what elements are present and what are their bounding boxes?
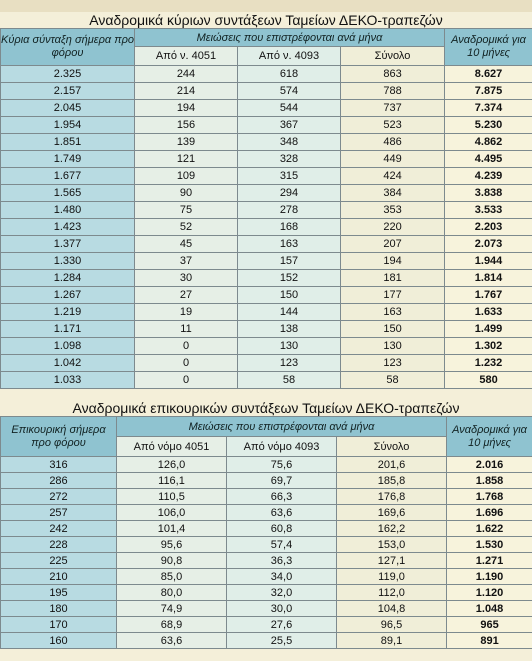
law4051-cell: 139 [135,134,238,151]
law4093-cell: 130 [238,338,341,355]
total-cell: 207 [341,236,445,253]
total-cell: 788 [341,83,445,100]
law4051-cell: 109 [135,168,238,185]
law4051-cell: 110,5 [117,489,227,505]
law4051-cell: 0 [135,338,238,355]
total-cell: 194 [341,253,445,270]
backpay-cell: 1.530 [447,537,532,553]
total-cell: 169,6 [337,505,447,521]
law4051-cell: 121 [135,151,238,168]
supp-law4093-header: Από νόμο 4093 [227,437,337,457]
law4051-cell: 194 [135,100,238,117]
current-pension-cell: 195 [1,585,117,601]
backpay-cell: 4.862 [445,134,532,151]
main-law4051-header: Από ν. 4051 [135,47,238,66]
total-cell: 449 [341,151,445,168]
law4093-cell: 58 [238,372,341,389]
law4051-cell: 68,9 [117,617,227,633]
total-cell: 130 [341,338,445,355]
table-row [1,473,532,489]
law4093-cell: 294 [238,185,341,202]
page-top-strip [0,0,532,12]
law4093-cell: 60,8 [227,521,337,537]
law4051-cell: 126,0 [117,457,227,473]
table-row [1,521,532,537]
supp-law4051-header: Από νόμο 4051 [117,437,227,457]
law4093-cell: 66,3 [227,489,337,505]
table-row [1,617,532,633]
law4051-cell: 0 [135,372,238,389]
backpay-cell: 1.499 [445,321,532,338]
supp-monthly-reductions-header: Μειώσεις που επιστρέφονται ανά μήνα [117,417,447,437]
law4051-cell: 214 [135,83,238,100]
backpay-cell: 2.016 [447,457,532,473]
total-cell: 486 [341,134,445,151]
main-current-pension-header: Κύρια σύνταξη σήμερα προ φόρου [1,29,135,66]
backpay-cell: 891 [447,633,532,649]
total-cell: 177 [341,287,445,304]
main-pensions-section [0,12,532,389]
current-pension-cell: 1.033 [1,372,135,389]
law4051-cell: 27 [135,287,238,304]
backpay-cell: 1.814 [445,270,532,287]
current-pension-cell: 1.677 [1,168,135,185]
law4051-cell: 74,9 [117,601,227,617]
law4093-cell: 278 [238,202,341,219]
table-row [1,185,532,202]
current-pension-cell: 1.565 [1,185,135,202]
law4093-cell: 34,0 [227,569,337,585]
table-row [1,553,532,569]
table-row [1,151,532,168]
current-pension-cell: 1.171 [1,321,135,338]
law4051-cell: 244 [135,66,238,83]
law4051-cell: 30 [135,270,238,287]
backpay-cell: 1.190 [447,569,532,585]
total-cell: 737 [341,100,445,117]
current-pension-cell: 286 [1,473,117,489]
law4093-cell: 30,0 [227,601,337,617]
current-pension-cell: 316 [1,457,117,473]
main-pensions-title: Αναδρομικά κύριων συντάξεων Ταμείων ΔΕΚΟ-τραπεζών [89,12,443,28]
table-row [1,304,532,321]
law4093-cell: 574 [238,83,341,100]
backpay-cell: 7.875 [445,83,532,100]
law4093-cell: 27,6 [227,617,337,633]
law4093-cell: 75,6 [227,457,337,473]
total-cell: 104,8 [337,601,447,617]
table-row [1,202,532,219]
current-pension-cell: 2.325 [1,66,135,83]
backpay-cell: 4.239 [445,168,532,185]
current-pension-cell: 272 [1,489,117,505]
table-row [1,505,532,521]
backpay-cell: 1.633 [445,304,532,321]
supp-total-header: Σύνολο [337,437,447,457]
backpay-cell: 1.622 [447,521,532,537]
current-pension-cell: 1.423 [1,219,135,236]
backpay-cell: 1.768 [447,489,532,505]
backpay-cell: 5.230 [445,117,532,134]
main-monthly-reductions-header: Μειώσεις που επιστρέφονται ανά μήνα [135,29,445,47]
table-row [1,253,532,270]
table-row [1,117,532,134]
table-row [1,83,532,100]
table-row [1,236,532,253]
current-pension-cell: 1.098 [1,338,135,355]
law4051-cell: 90,8 [117,553,227,569]
law4093-cell: 163 [238,236,341,253]
current-pension-cell: 1.284 [1,270,135,287]
law4093-cell: 168 [238,219,341,236]
total-cell: 89,1 [337,633,447,649]
law4093-cell: 63,6 [227,505,337,521]
backpay-cell: 2.203 [445,219,532,236]
law4093-cell: 123 [238,355,341,372]
current-pension-cell: 1.851 [1,134,135,151]
law4093-cell: 69,7 [227,473,337,489]
law4051-cell: 116,1 [117,473,227,489]
current-pension-cell: 1.954 [1,117,135,134]
supplementary-pensions-title: Αναδρομικά επικουρικών συντάξεων Ταμείων ΔΕΚΟ-τραπεζών [72,400,460,416]
total-cell: 96,5 [337,617,447,633]
backpay-cell: 1.120 [447,585,532,601]
supp-current-pension-header: Επικουρική σήμερα προ φόρου [1,417,117,457]
table-row [1,537,532,553]
main-law4093-header: Από ν. 4093 [238,47,341,66]
law4051-cell: 156 [135,117,238,134]
current-pension-cell: 2.157 [1,83,135,100]
law4051-cell: 37 [135,253,238,270]
table-row [1,287,532,304]
current-pension-cell: 180 [1,601,117,617]
supplementary-pensions-table [0,416,532,649]
current-pension-cell: 1.749 [1,151,135,168]
backpay-cell: 1.858 [447,473,532,489]
backpay-cell: 7.374 [445,100,532,117]
table-row [1,100,532,117]
main-pensions-table [0,28,532,389]
total-cell: 123 [341,355,445,372]
current-pension-cell: 210 [1,569,117,585]
total-cell: 153,0 [337,537,447,553]
backpay-cell: 1.696 [447,505,532,521]
current-pension-cell: 257 [1,505,117,521]
main-10month-backpay-header: Αναδρομικά για 10 μήνες [445,29,532,66]
total-cell: 127,1 [337,553,447,569]
table-row [1,66,532,83]
law4051-cell: 80,0 [117,585,227,601]
total-cell: 863 [341,66,445,83]
total-cell: 220 [341,219,445,236]
total-cell: 150 [341,321,445,338]
law4093-cell: 152 [238,270,341,287]
current-pension-cell: 1.377 [1,236,135,253]
table-row [1,270,532,287]
law4093-cell: 157 [238,253,341,270]
table-row [1,372,532,389]
table-row [1,338,532,355]
supplementary-pensions-section [0,400,532,649]
backpay-cell: 580 [445,372,532,389]
total-cell: 523 [341,117,445,134]
law4051-cell: 11 [135,321,238,338]
law4051-cell: 52 [135,219,238,236]
table-row [1,168,532,185]
total-cell: 181 [341,270,445,287]
law4093-cell: 328 [238,151,341,168]
law4051-cell: 85,0 [117,569,227,585]
backpay-cell: 3.838 [445,185,532,202]
table-row [1,457,532,473]
table-row [1,355,532,372]
total-cell: 112,0 [337,585,447,601]
law4051-cell: 106,0 [117,505,227,521]
law4051-cell: 75 [135,202,238,219]
law4093-cell: 150 [238,287,341,304]
total-cell: 424 [341,168,445,185]
main-total-header: Σύνολο [341,47,445,66]
total-cell: 384 [341,185,445,202]
backpay-cell: 1.271 [447,553,532,569]
current-pension-cell: 1.330 [1,253,135,270]
table-row [1,585,532,601]
law4093-cell: 57,4 [227,537,337,553]
law4051-cell: 101,4 [117,521,227,537]
total-cell: 176,8 [337,489,447,505]
total-cell: 353 [341,202,445,219]
total-cell: 58 [341,372,445,389]
total-cell: 163 [341,304,445,321]
total-cell: 185,8 [337,473,447,489]
law4093-cell: 25,5 [227,633,337,649]
table-row [1,134,532,151]
total-cell: 119,0 [337,569,447,585]
law4093-cell: 138 [238,321,341,338]
backpay-cell: 965 [447,617,532,633]
backpay-cell: 1.232 [445,355,532,372]
current-pension-cell: 225 [1,553,117,569]
law4051-cell: 63,6 [117,633,227,649]
supp-10month-backpay-header: Αναδρομικά για 10 μήνες [447,417,532,457]
current-pension-cell: 1.267 [1,287,135,304]
law4093-cell: 144 [238,304,341,321]
law4093-cell: 367 [238,117,341,134]
law4051-cell: 90 [135,185,238,202]
backpay-cell: 4.495 [445,151,532,168]
law4051-cell: 45 [135,236,238,253]
current-pension-cell: 160 [1,633,117,649]
table-row [1,569,532,585]
total-cell: 201,6 [337,457,447,473]
table-row [1,321,532,338]
current-pension-cell: 228 [1,537,117,553]
backpay-cell: 3.533 [445,202,532,219]
law4051-cell: 0 [135,355,238,372]
current-pension-cell: 1.480 [1,202,135,219]
law4051-cell: 19 [135,304,238,321]
current-pension-cell: 2.045 [1,100,135,117]
current-pension-cell: 1.042 [1,355,135,372]
table-row [1,633,532,649]
law4093-cell: 618 [238,66,341,83]
law4093-cell: 32,0 [227,585,337,601]
current-pension-cell: 242 [1,521,117,537]
current-pension-cell: 170 [1,617,117,633]
law4093-cell: 315 [238,168,341,185]
table-row [1,601,532,617]
backpay-cell: 1.767 [445,287,532,304]
backpay-cell: 2.073 [445,236,532,253]
backpay-cell: 1.048 [447,601,532,617]
current-pension-cell: 1.219 [1,304,135,321]
table-row [1,219,532,236]
law4051-cell: 95,6 [117,537,227,553]
backpay-cell: 1.944 [445,253,532,270]
table-row [1,489,532,505]
total-cell: 162,2 [337,521,447,537]
law4093-cell: 36,3 [227,553,337,569]
law4093-cell: 348 [238,134,341,151]
law4093-cell: 544 [238,100,341,117]
backpay-cell: 8.627 [445,66,532,83]
backpay-cell: 1.302 [445,338,532,355]
